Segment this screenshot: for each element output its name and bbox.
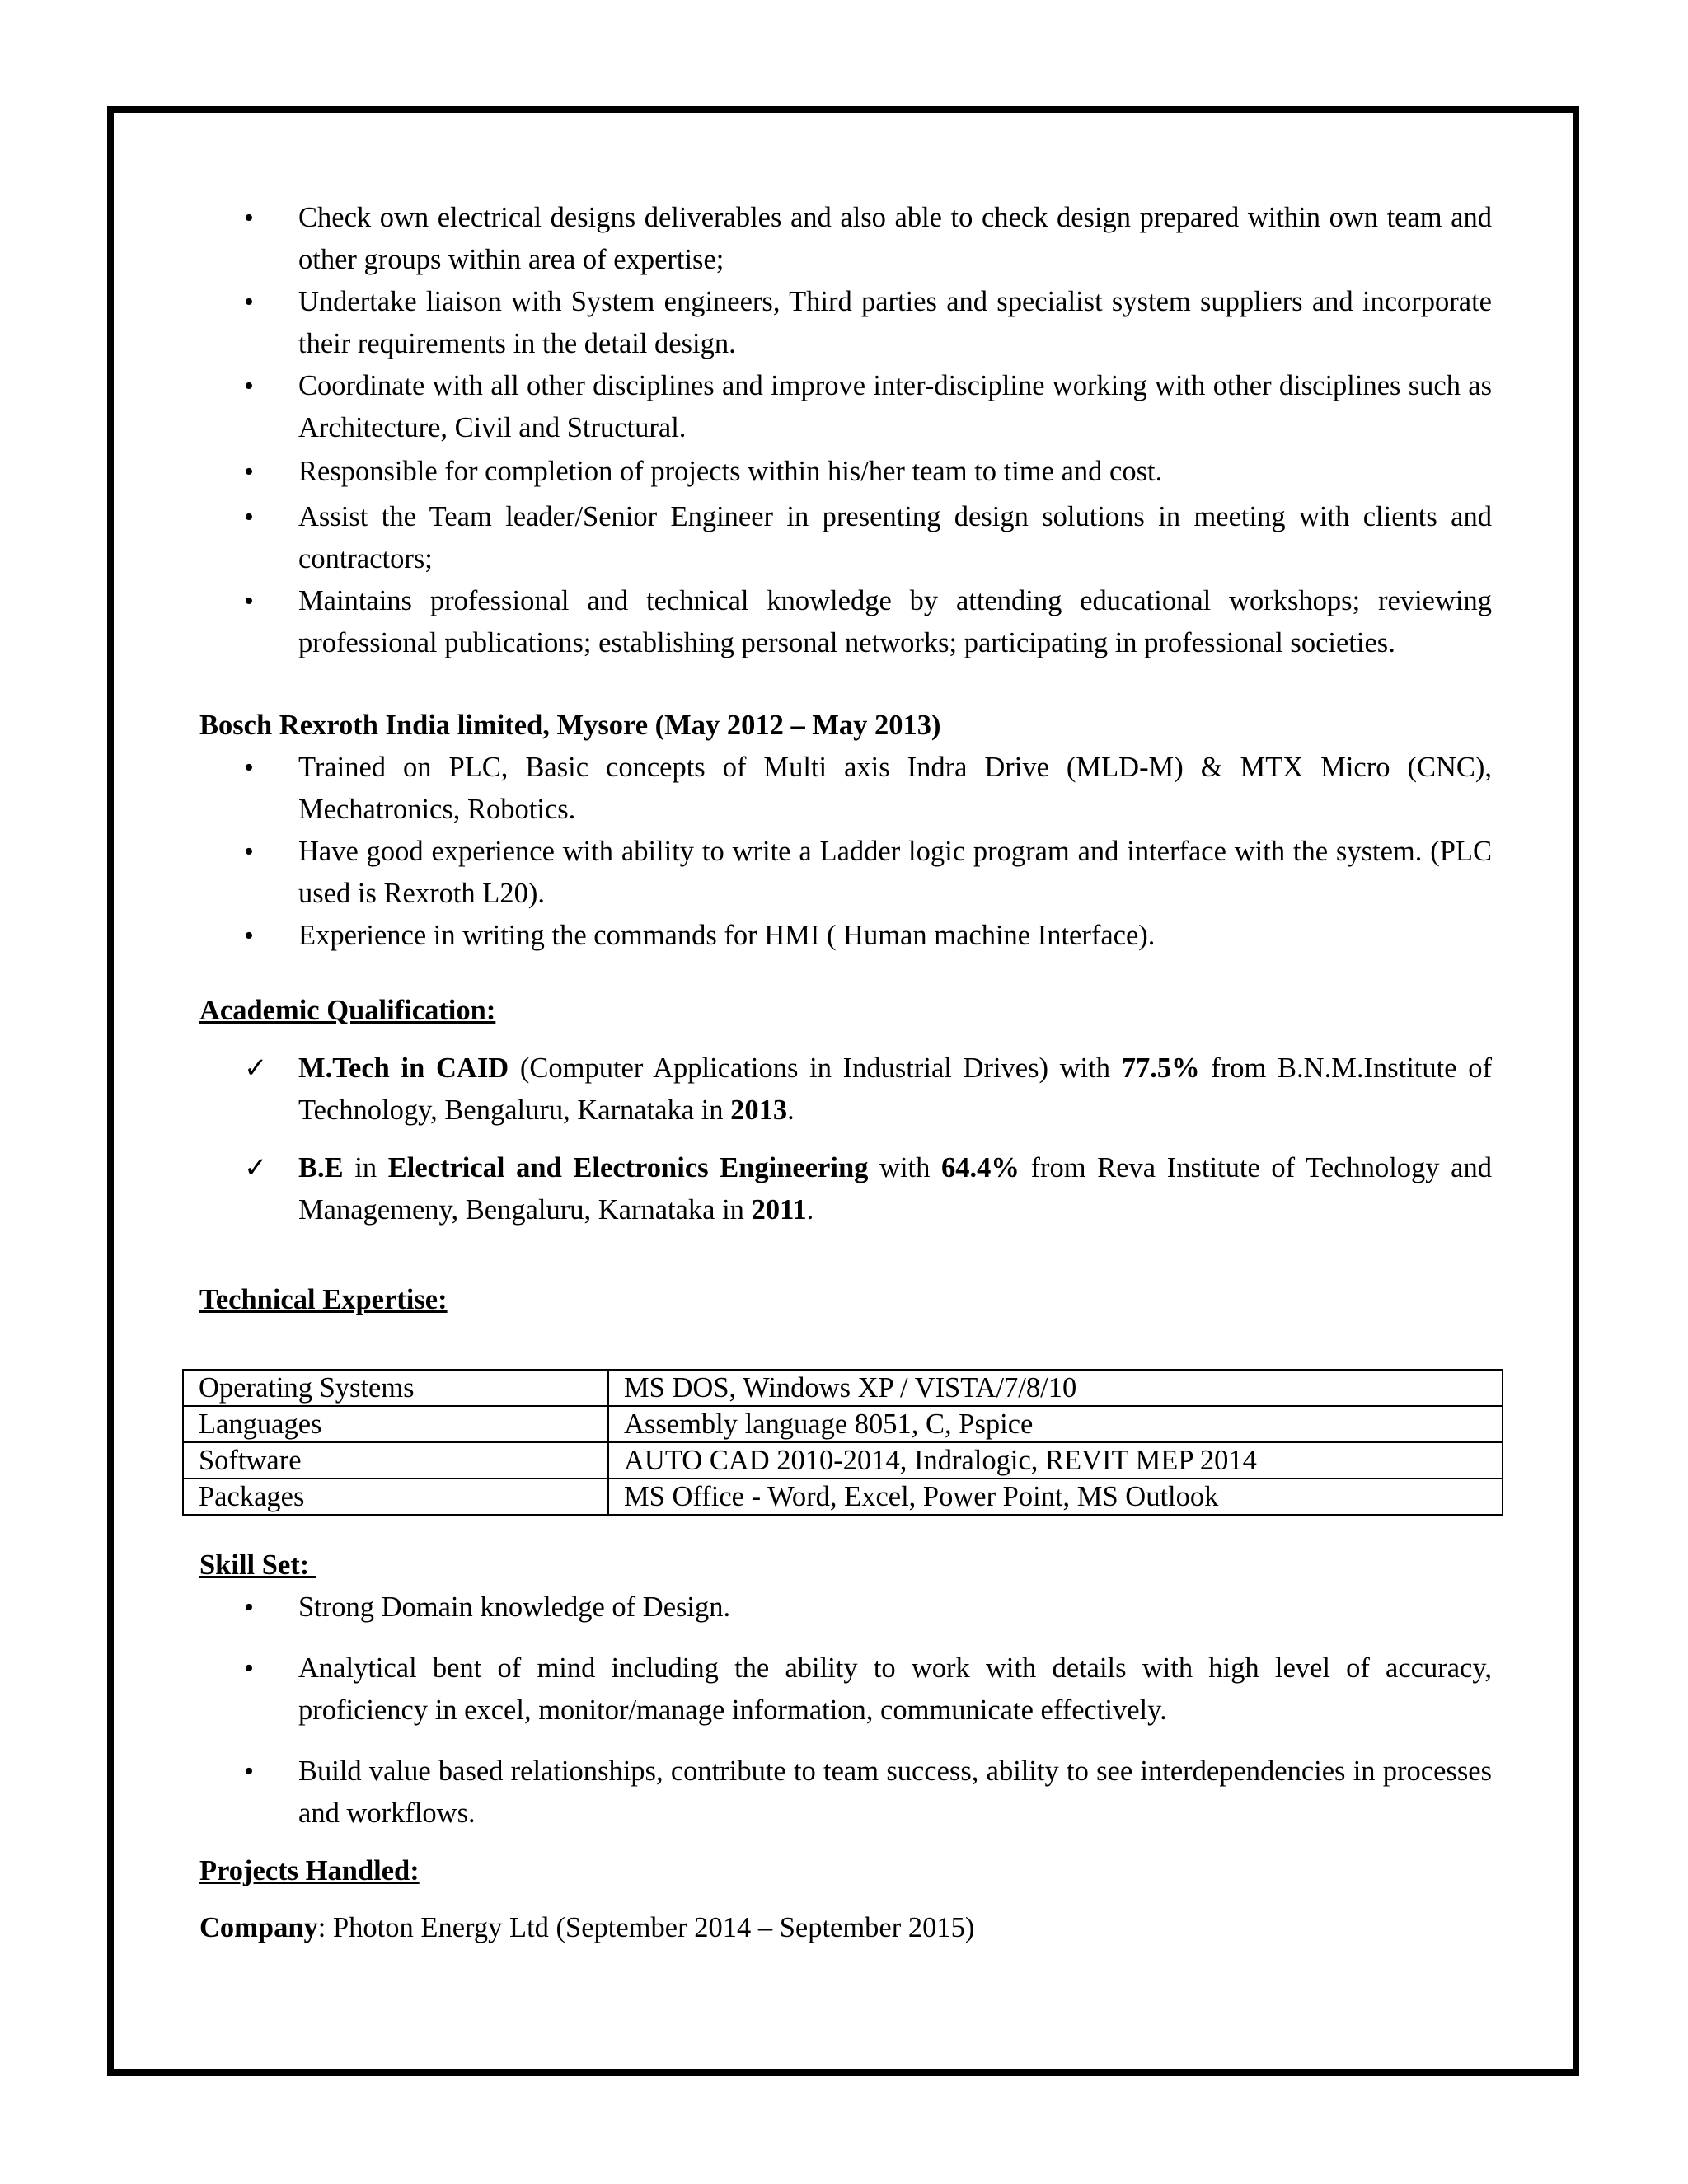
list-item: • Coordinate with all other disciplines and improve inter-discipline working with other disciplines such as Architecture, Civil and Structural. — [198, 365, 1492, 449]
checkmark-icon: ✓ — [244, 1053, 268, 1084]
bullet-icon: • — [244, 371, 254, 401]
checkmark-icon: ✓ — [244, 1153, 268, 1183]
bullet-icon: • — [244, 921, 254, 951]
bullet-icon: • — [244, 502, 254, 532]
bullet-icon: • — [244, 287, 254, 317]
list-item: • Have good experience with ability to write a Ladder logic program and interface with the system. (PLC used is Rexroth L20). — [198, 831, 1492, 915]
academic-section — [199, 990, 1492, 1231]
skills-section — [199, 1544, 1492, 1835]
list-item: • Undertake liaison with System engineers, Third parties and specialist system suppliers and incorporate their requirements in the detail design. — [198, 281, 1492, 365]
academic-heading: Academic Qualification: — [199, 995, 496, 1026]
academic-list — [198, 1047, 1492, 1231]
list-item: • Build value based relationships, contribute to team success, ability to see interdependencies in processes and workflows. — [198, 1750, 1492, 1835]
projects-section — [199, 1850, 1493, 1949]
duties-section — [198, 197, 1492, 664]
skills-list — [198, 1586, 1492, 1835]
skills-heading: Skill Set: — [199, 1549, 316, 1581]
table-row: Languages Assembly language 8051, C, Pspice — [183, 1406, 1503, 1442]
list-item: ✓ B.E in Electrical and Electronics Engineering with 64.4% from Reva Institute of Technology and Managemeny, Bengaluru, Karnataka in 2011. — [198, 1147, 1492, 1231]
list-item: • Maintains professional and technical knowledge by attending educational workshops; reviewing professional publications; establishing personal networks; participating in professional societies. — [198, 580, 1492, 664]
bullet-icon: • — [244, 752, 254, 783]
bosch-list — [198, 747, 1492, 957]
list-item: • Experience in writing the commands for HMI ( Human machine Interface). — [198, 915, 1492, 957]
duties-list — [198, 197, 1492, 664]
table-row: Software AUTO CAD 2010-2014, Indralogic, REVIT MEP 2014 — [183, 1442, 1503, 1479]
bullet-icon: • — [244, 586, 254, 616]
table-row: Operating Systems MS DOS, Windows XP / VISTA/7/8/10 — [183, 1370, 1503, 1406]
technical-heading: Technical Expertise: — [199, 1284, 448, 1315]
list-item: • Check own electrical designs deliverables and also able to check design prepared within own team and other groups within area of expertise; — [198, 197, 1492, 281]
bullet-icon: • — [244, 1592, 254, 1623]
table-row: Packages MS Office - Word, Excel, Power Point, MS Outlook — [183, 1479, 1503, 1515]
projects-heading: Projects Handled: — [199, 1855, 420, 1886]
bullet-icon: • — [244, 1653, 254, 1684]
list-item: ✓ M.Tech in CAID (Computer Applications in Industrial Drives) with 77.5% from B.N.M.Institute of Technology, Bengaluru, Karnataka in 2013. — [198, 1047, 1492, 1132]
bullet-icon: • — [244, 837, 254, 867]
bosch-heading: Bosch Rexroth India limited, Mysore (May 2012 – May 2013) — [199, 710, 941, 741]
bullet-icon: • — [244, 457, 254, 487]
technical-table — [182, 1369, 1503, 1516]
technical-section — [199, 1279, 1493, 1321]
list-item: • Strong Domain knowledge of Design. — [198, 1586, 1492, 1629]
list-item: • Assist the Team leader/Senior Engineer in presenting design solutions in meeting with clients and contractors; — [198, 496, 1492, 580]
list-item: • Trained on PLC, Basic concepts of Multi axis Indra Drive (MLD-M) & MTX Micro (CNC), Mechatronics, Robotics. — [198, 747, 1492, 831]
bosch-section — [199, 705, 1492, 957]
bullet-icon: • — [244, 203, 254, 233]
company-line: Company: Photon Energy Ltd (September 2014 – September 2015) — [199, 1912, 975, 1943]
list-item: • Responsible for completion of projects within his/her team to time and cost. — [198, 451, 1492, 493]
bullet-icon: • — [244, 1756, 254, 1787]
list-item: • Analytical bent of mind including the ability to work with details with high level of accuracy, proficiency in excel, monitor/manage information, communicate effectively. — [198, 1647, 1492, 1732]
